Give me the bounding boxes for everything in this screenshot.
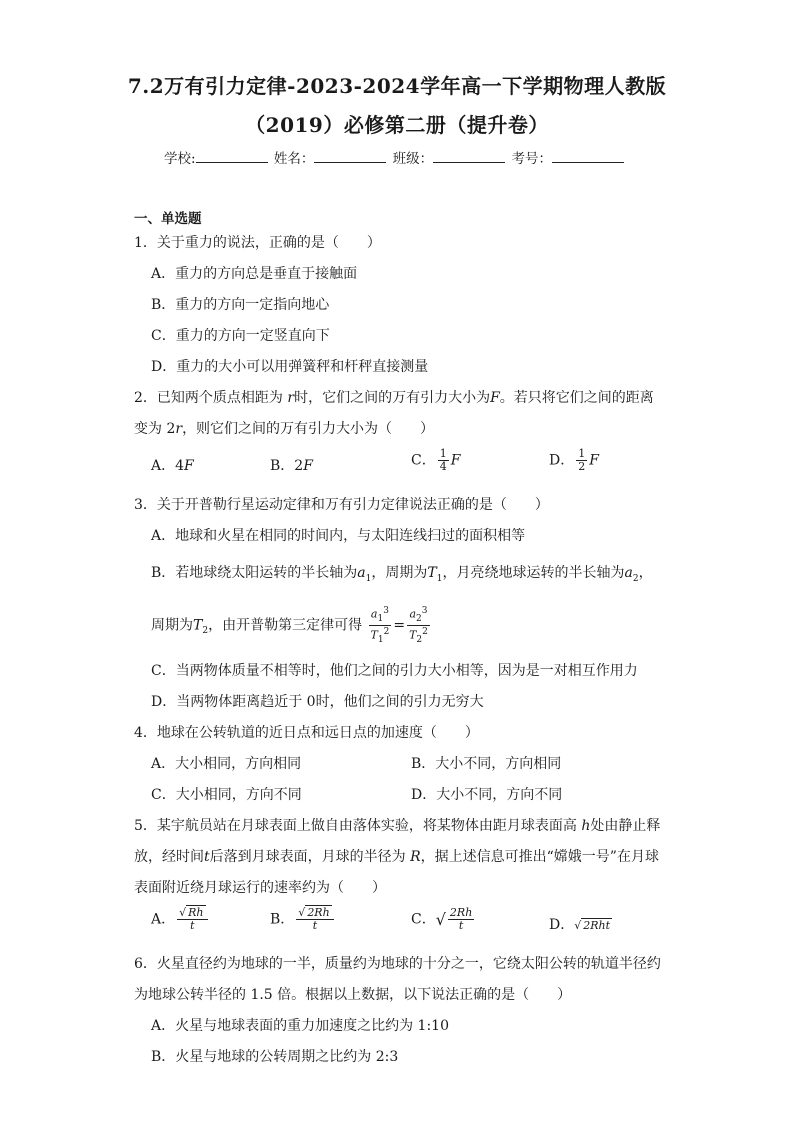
q6-option-b: B．火星与地球的公转周期之比约为 2:3 (151, 1049, 399, 1065)
q2-option-d: D． $\frac{1}{2}$ F (549, 447, 599, 473)
q5-stem-line1: 5．某宇航员站在月球表面上做自由落体实验，将某物体由距月球表面高 h处由静止释 (134, 818, 661, 834)
page-title: 7.2万有引力定律-2023-2024学年高一下学期物理人教版 (127, 74, 667, 98)
q5-option-a: A． $\frac{√ Rh}{t}$ (151, 907, 210, 932)
q4-stem: 4．地球在公转轨道的近日点和远日点的加速度（ ） (134, 725, 479, 741)
q6-stem-line1: 6．火星直径约为地球的一半，质量约为地球的十分之一，它绕太阳公转的轨道半径约 (134, 956, 661, 972)
q1-option-d: D．重力的大小可以用弹簧秤和杆秤直接测量 (151, 359, 429, 375)
kepler-fraction-right: $\frac{a_2^3}{T_2^2}$ (409, 606, 428, 645)
q5-option-d: D．√ 2Rht (549, 917, 611, 933)
q3-option-b-line2: 周期为$T_2$，由开普勒第三定律可得 $\frac{a_1^3}{T_1^2}$ = $\frac{a_2^3}{T_2^2}$ (151, 606, 428, 645)
kepler-fraction-left: $\frac{a_1^3}{T_1^2}$ (370, 606, 390, 645)
class-blank (433, 150, 505, 163)
q5-option-b: B． $\frac{√ 2Rh}{t}$ (270, 907, 336, 932)
q5-option-c: C．√ $\frac{2Rh}{t}$ (411, 906, 473, 932)
q6-stem-line2: 为地球公转半径的 1.5 倍。根据以上数据，以下说法正确的是（ ） (134, 987, 572, 1003)
q3-option-a: A．地球和火星在相同的时间内，与太阳连线扫过的面积相等 (151, 528, 526, 544)
q1-option-b: B．重力的方向一定指向地心 (151, 297, 330, 313)
q2-option-a: A．4F (151, 458, 194, 474)
student-info-row (164, 147, 626, 167)
q4-option-a: A．大小相同，方向相同 (151, 756, 302, 772)
page-subtitle: （2019）必修第二册（提升卷） (245, 113, 549, 137)
q2-stem-line1: 2．已知两个质点相距为 r时，它们之间的万有引力大小为F。若只将它们之间的距离 (134, 390, 654, 406)
q3-option-c: C．当两物体质量不相等时，他们之间的引力大小相等，因为是一对相互作用力 (151, 663, 638, 679)
class-label: 班级： (392, 151, 434, 167)
q3-option-d: D．当两物体距离趋近于 0时，他们之间的引力无穷大 (151, 694, 484, 710)
q1-stem: 1．关于重力的说法，正确的是（ ） (134, 235, 381, 251)
exam-number-label: 考号： (511, 151, 552, 167)
q5-stem-line2: 放，经时间t后落到月球表面，月球的半径为 R，据上述信息可推出“嫦娥一号”在月球 (134, 849, 659, 865)
q4-option-d: D．大小不同，方向不同 (411, 787, 563, 803)
q3-stem: 3．关于开普勒行星运动定律和万有引力定律说法正确的是（ ） (134, 497, 549, 513)
school-blank (196, 150, 268, 163)
q4-option-b: B．大小不同，方向相同 (411, 756, 562, 772)
school-label: 学校: (164, 151, 196, 167)
q1-option-a: A．重力的方向总是垂直于接触面 (151, 266, 358, 282)
exam-number-blank (552, 150, 624, 163)
q2-option-c: C． $\frac{1}{4}$ F (411, 447, 461, 473)
q4-option-c: C．大小相同，方向不同 (151, 787, 302, 803)
section-heading: 一、单选题 (134, 211, 202, 227)
q2-option-b: B．2F (270, 458, 313, 474)
q1-option-c: C．重力的方向一定竖直向下 (151, 328, 330, 344)
name-label: 姓名： (273, 151, 315, 167)
q5-stem-line3: 表面附近绕月球运行的速率约为（ ） (134, 880, 386, 896)
q6-option-a: A．火星与地球表面的重力加速度之比约为 1:10 (151, 1018, 449, 1034)
name-blank (314, 150, 386, 163)
q3-option-b-line1: B．若地球绕太阳运转的半长轴为$a_1$，周期为$T_1$，月亮绕地球运转的半长轴为$a_2$， (151, 565, 653, 584)
q2-stem-line2: 变为 2r，则它们之间的万有引力大小为（ ） (134, 421, 435, 437)
